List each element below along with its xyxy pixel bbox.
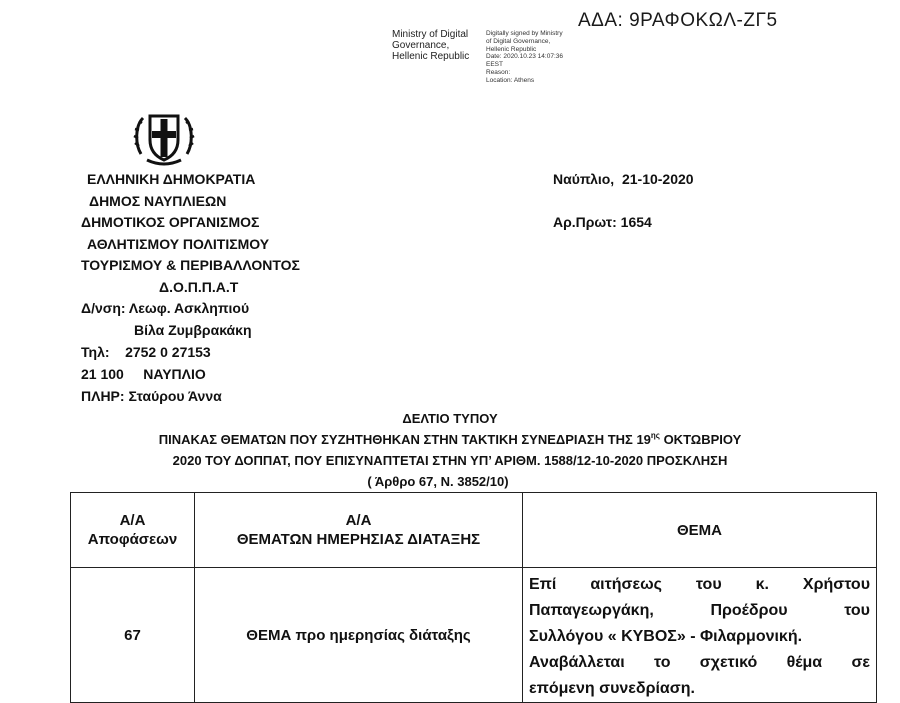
- signer-line: Ministry of Digital: [392, 29, 469, 40]
- sender-address: Δ/νση: Λεωφ. Ασκληπιού: [81, 300, 250, 316]
- subtitle-line-1: [0, 431, 900, 447]
- subject-line: Συλλόγου « ΚΥΒΟΣ» - Φιλαρμονική.: [529, 628, 803, 645]
- subject-line: Αναβάλλεται το σχετικό θέμα σε: [529, 654, 870, 671]
- subject-line: Παπαγεωργάκη, Προέδρου του: [529, 602, 870, 619]
- subtitle-line-2: 2020 ΤΟΥ ΔΟΠΠΑΤ, ΠΟΥ ΕΠΙΣΥΝΑΠΤΕΤΑΙ ΣΤΗΝ ΥΠ’ ΑΡΙΘΜ. 1588/12-10-2020 ΠΡΟΣΚΛΗΣΗ: [172, 453, 728, 468]
- greek-coat-of-arms-icon: [133, 110, 195, 171]
- header-agenda-item: [195, 493, 523, 568]
- header-text: ΘΕΜΑΤΩΝ ΗΜΕΡΗΣΙΑΣ ΔΙΑΤΑΞΗΣ: [236, 531, 481, 548]
- header-subject: [523, 493, 877, 568]
- subject-line: Επί αιτήσεως του κ. Χρήστου: [529, 576, 870, 593]
- signature-line: Digitally signed by Ministry: [486, 30, 563, 37]
- agenda-item-cell: ΘΕΜΑ προ ημερησίας διάταξης: [195, 568, 523, 703]
- signature-line: EEST: [486, 61, 503, 69]
- subtitle-line-3: ( Άρθρο 67, Ν. 3852/10): [367, 474, 509, 489]
- header-decision-number: [71, 493, 195, 568]
- sender-line-4: ΑΘΛΗΤΙΣΜΟΥ ΠΟΛΙΤΙΣΜΟΥ: [87, 236, 270, 252]
- digital-signer: [392, 29, 469, 62]
- table-header-row: [71, 493, 877, 568]
- signature-details: [486, 30, 563, 85]
- sender-line-2: ΔΗΜΟΣ ΝΑΥΠΛΙΕΩΝ: [89, 193, 227, 209]
- sender-phone: Τηλ: 2752 0 27153: [81, 344, 211, 360]
- header-text: Α/Α: [345, 512, 372, 529]
- press-release-title: ΔΕΛΤΙΟ ΤΥΠΟΥ: [402, 411, 498, 426]
- subject-cell: [523, 568, 877, 703]
- header-text: Α/Α: [119, 512, 146, 529]
- subtitle-line-1-text: ΠΙΝΑΚΑΣ ΘΕΜΑΤΩΝ ΠΟΥ ΣΥΖΗΤΗΘΗΚΑΝ ΣΤΗΝ ΤΑΚΤΙΚΗ ΣΥΝΕΔΡΙΑΣΗ ΤΗΣ 19: [158, 432, 651, 447]
- subject-line: επόμενη συνεδρίαση.: [529, 680, 695, 697]
- signature-line: Date: 2020.10.23 14:07:36: [486, 53, 563, 61]
- sender-line-3: ΔΗΜΟΤΙΚΟΣ ΟΡΓΑΝΙΣΜΟΣ: [81, 214, 260, 230]
- table-row: [71, 568, 877, 703]
- ordinal-suffix: ης: [650, 431, 660, 440]
- subtitle-line-1-month: ΟΚΤΩΒΡΙΟΥ: [659, 432, 742, 447]
- sender-contact: ΠΛΗΡ: Σταύρου Άννα: [81, 388, 222, 404]
- sender-line-6: Δ.Ο.Π.Π.Α.Τ: [159, 279, 239, 295]
- signer-line: Hellenic Republic: [392, 51, 470, 62]
- signature-line: Location: Athens: [486, 76, 535, 84]
- signature-line: Reason:: [486, 68, 511, 76]
- sender-building: Βίλα Ζυμβρακάκη: [134, 322, 252, 338]
- signature-line: Hellenic Republic: [486, 45, 537, 53]
- place-date: Ναύπλιο, 21-10-2020: [553, 171, 694, 187]
- header-text: Αποφάσεων: [87, 531, 178, 548]
- protocol-number: Αρ.Πρωτ: 1654: [553, 214, 652, 230]
- signature-line: of Digital Governance,: [486, 37, 551, 45]
- decisions-table: [70, 492, 877, 703]
- header-text: ΘΕΜΑ: [677, 521, 722, 539]
- sender-postcode: 21 100 ΝΑΥΠΛΙΟ: [81, 366, 206, 382]
- sender-line-1: ΕΛΛΗΝΙΚΗ ΔΗΜΟΚΡΑΤΙΑ: [87, 171, 256, 187]
- ada-code: ΑΔΑ: 9ΡΑΦΟΚΩΛ-ΖΓ5: [578, 10, 778, 31]
- sender-line-5: ΤΟΥΡΙΣΜΟΥ & ΠΕΡΙΒΑΛΛΟΝΤΟΣ: [81, 257, 300, 273]
- decision-number-cell: 67: [71, 568, 195, 703]
- signer-line: Governance,: [392, 40, 450, 51]
